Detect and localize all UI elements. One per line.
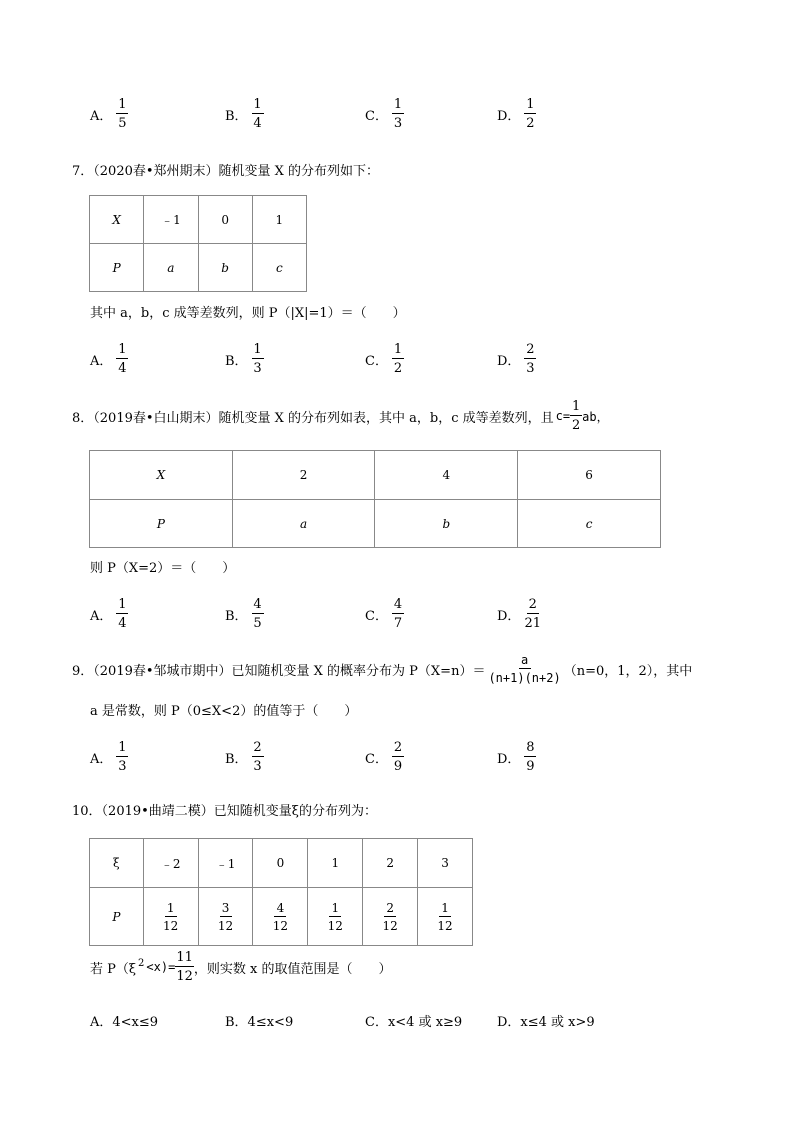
- table-cell: ξ: [90, 839, 144, 888]
- table-cell: [418, 888, 473, 946]
- fraction: $\frac{1}{2}$: [571, 399, 581, 433]
- fraction: $\frac{3}{12}$: [217, 900, 234, 933]
- q8-question: 则 P（X=2）＝（ ）: [90, 561, 236, 576]
- fraction: $\frac{1}{12}$: [327, 900, 343, 933]
- fraction: $\frac{1}{2}$: [393, 342, 403, 376]
- q10-title: 10．（2019•曲靖二模）已知随机变量ξ的分布列为：: [72, 804, 377, 819]
- q9-option-c[interactable]: [365, 741, 404, 773]
- q6-option-d[interactable]: [497, 98, 536, 130]
- q10-option-c[interactable]: C．x<4 或 x≥9: [365, 1015, 463, 1030]
- fraction: $\frac{2}{3}$: [253, 740, 262, 774]
- table-cell: [308, 888, 363, 946]
- option-label: C．: [365, 108, 388, 124]
- q9-line2: a 是常数，则 P（0≤X<2）的值等于（ ）: [90, 704, 358, 719]
- q9-option-b[interactable]: [225, 741, 264, 773]
- fraction: $\frac{1}{4}$: [253, 97, 262, 131]
- table-row: [90, 888, 473, 946]
- fraction: $\frac{1}{12}$: [437, 900, 453, 933]
- table-cell: 0: [253, 839, 308, 888]
- table-row: [90, 839, 473, 888]
- q10-option-a[interactable]: A．4<x≤9: [90, 1015, 159, 1030]
- option-label: B．: [225, 353, 248, 369]
- table-cell: 0: [198, 196, 252, 244]
- fraction: $\frac{1}{4}$: [118, 597, 127, 631]
- table-cell: 2: [232, 451, 375, 500]
- table-cell: [198, 888, 253, 946]
- q7-option-a[interactable]: [90, 343, 128, 375]
- fraction: $\frac{8}{9}$: [526, 740, 535, 774]
- table-cell: 4: [375, 451, 518, 500]
- q7-distribution-table: [89, 195, 307, 292]
- q10-option-d[interactable]: D．x≤4 或 x>9: [497, 1015, 595, 1030]
- table-cell: a: [144, 244, 198, 292]
- q9-title-text: 9．（2019春•邹城市期中）已知随机变量 X 的概率分布为 P（X=n）＝: [72, 663, 486, 679]
- q9-title: [72, 654, 692, 684]
- option-label: B．: [225, 751, 248, 767]
- fraction: $\frac{2}{21}$: [524, 597, 541, 631]
- table-cell: P: [90, 500, 233, 548]
- option-label: A．: [90, 353, 113, 369]
- q8-title-text: 8．（2019春•白山期末）随机变量 X 的分布列如表，其中 a，b，c 成等差数列，且: [72, 410, 554, 426]
- q10-cond-mid: <x)=: [146, 960, 176, 974]
- fraction: $\frac{4}{7}$: [393, 597, 403, 631]
- table-cell: P: [90, 244, 144, 292]
- table-row: [90, 451, 661, 500]
- q9-title-tail: （n=0，1，2），其中: [563, 663, 693, 679]
- table-cell: ﹣2: [143, 839, 198, 888]
- fraction: $\frac{1}{3}$: [118, 740, 127, 774]
- fraction: $\frac{1}{2}$: [526, 97, 535, 131]
- option-label: B．: [225, 608, 248, 624]
- q8-title-tail: ab，: [582, 409, 609, 424]
- table-cell: [253, 888, 308, 946]
- fraction: $\frac{2}{3}$: [526, 342, 535, 376]
- q6-option-b[interactable]: [225, 98, 264, 130]
- table-cell: ﹣1: [198, 839, 253, 888]
- option-label: C．: [365, 353, 388, 369]
- q10-option-b[interactable]: B．4≤x<9: [225, 1015, 294, 1030]
- q9-option-d[interactable]: [497, 741, 536, 773]
- table-row: [90, 500, 661, 548]
- q10-distribution-table: [89, 838, 473, 946]
- q10-condition: [90, 951, 391, 983]
- table-cell: [143, 888, 198, 946]
- table-cell: 3: [418, 839, 473, 888]
- fraction: $\frac{1}{5}$: [118, 97, 127, 131]
- q7-title: 7．（2020春•郑州期末）随机变量 X 的分布列如下：: [72, 164, 380, 179]
- table-cell: 1: [308, 839, 363, 888]
- fraction: $\frac{2}{12}$: [382, 900, 398, 933]
- q10-cond-pre: 若 P（ξ: [90, 961, 137, 977]
- table-cell: b: [198, 244, 252, 292]
- table-row: [90, 244, 307, 292]
- q7-option-c[interactable]: [365, 343, 404, 375]
- q6-option-a[interactable]: [90, 98, 128, 130]
- option-label: A．: [90, 108, 113, 124]
- fraction: $\frac{11}{12}$: [176, 950, 193, 984]
- option-label: C．: [365, 751, 388, 767]
- option-label: D．: [497, 751, 521, 767]
- fraction: $\frac{4}{5}$: [253, 597, 262, 631]
- option-label: D．: [497, 108, 521, 124]
- table-cell: 2: [363, 839, 418, 888]
- fraction: $\frac{a}{(n+1)(n+2)}$: [488, 653, 561, 685]
- option-label: A．: [90, 608, 113, 624]
- q10-cond-post: ，则实数 x 的取值范围是（ ）: [193, 961, 392, 977]
- q9-option-a[interactable]: [90, 741, 128, 773]
- option-label: D．: [497, 608, 521, 624]
- q8-c-equals: c=: [555, 409, 571, 423]
- q6-option-c[interactable]: [365, 98, 404, 130]
- q8-title: [72, 400, 609, 432]
- option-label: A．: [90, 751, 113, 767]
- fraction: $\frac{4}{12}$: [272, 900, 289, 933]
- table-cell: 6: [518, 451, 661, 500]
- table-cell: a: [232, 500, 375, 548]
- table-cell: ﹣1: [144, 196, 198, 244]
- fraction: $\frac{1}{4}$: [118, 342, 127, 376]
- fraction: $\frac{1}{3}$: [253, 342, 262, 376]
- q8-option-a[interactable]: [90, 598, 128, 630]
- q7-option-b[interactable]: [225, 343, 264, 375]
- q10-cond-sup: 2: [138, 957, 145, 969]
- table-cell: 1: [252, 196, 306, 244]
- table-cell: [363, 888, 418, 946]
- table-row: [90, 196, 307, 244]
- fraction: $\frac{2}{9}$: [393, 740, 403, 774]
- q8-distribution-table: [89, 450, 661, 548]
- q7-option-d[interactable]: [497, 343, 536, 375]
- fraction: $\frac{1}{3}$: [393, 97, 403, 131]
- q8-option-c[interactable]: [365, 598, 404, 630]
- table-cell: X: [90, 196, 144, 244]
- q7-condition: 其中 a，b，c 成等差数列，则 P（|X|=1）＝（ ）: [90, 306, 406, 321]
- table-cell: b: [375, 500, 518, 548]
- table-cell: c: [252, 244, 306, 292]
- fraction: $\frac{1}{12}$: [163, 900, 179, 933]
- option-label: B．: [225, 108, 248, 124]
- table-cell: P: [90, 888, 144, 946]
- table-cell: X: [90, 451, 233, 500]
- option-label: C．: [365, 608, 388, 624]
- q8-option-b[interactable]: [225, 598, 264, 630]
- option-label: D．: [497, 353, 521, 369]
- table-cell: c: [518, 500, 661, 548]
- q8-option-d[interactable]: [497, 598, 541, 630]
